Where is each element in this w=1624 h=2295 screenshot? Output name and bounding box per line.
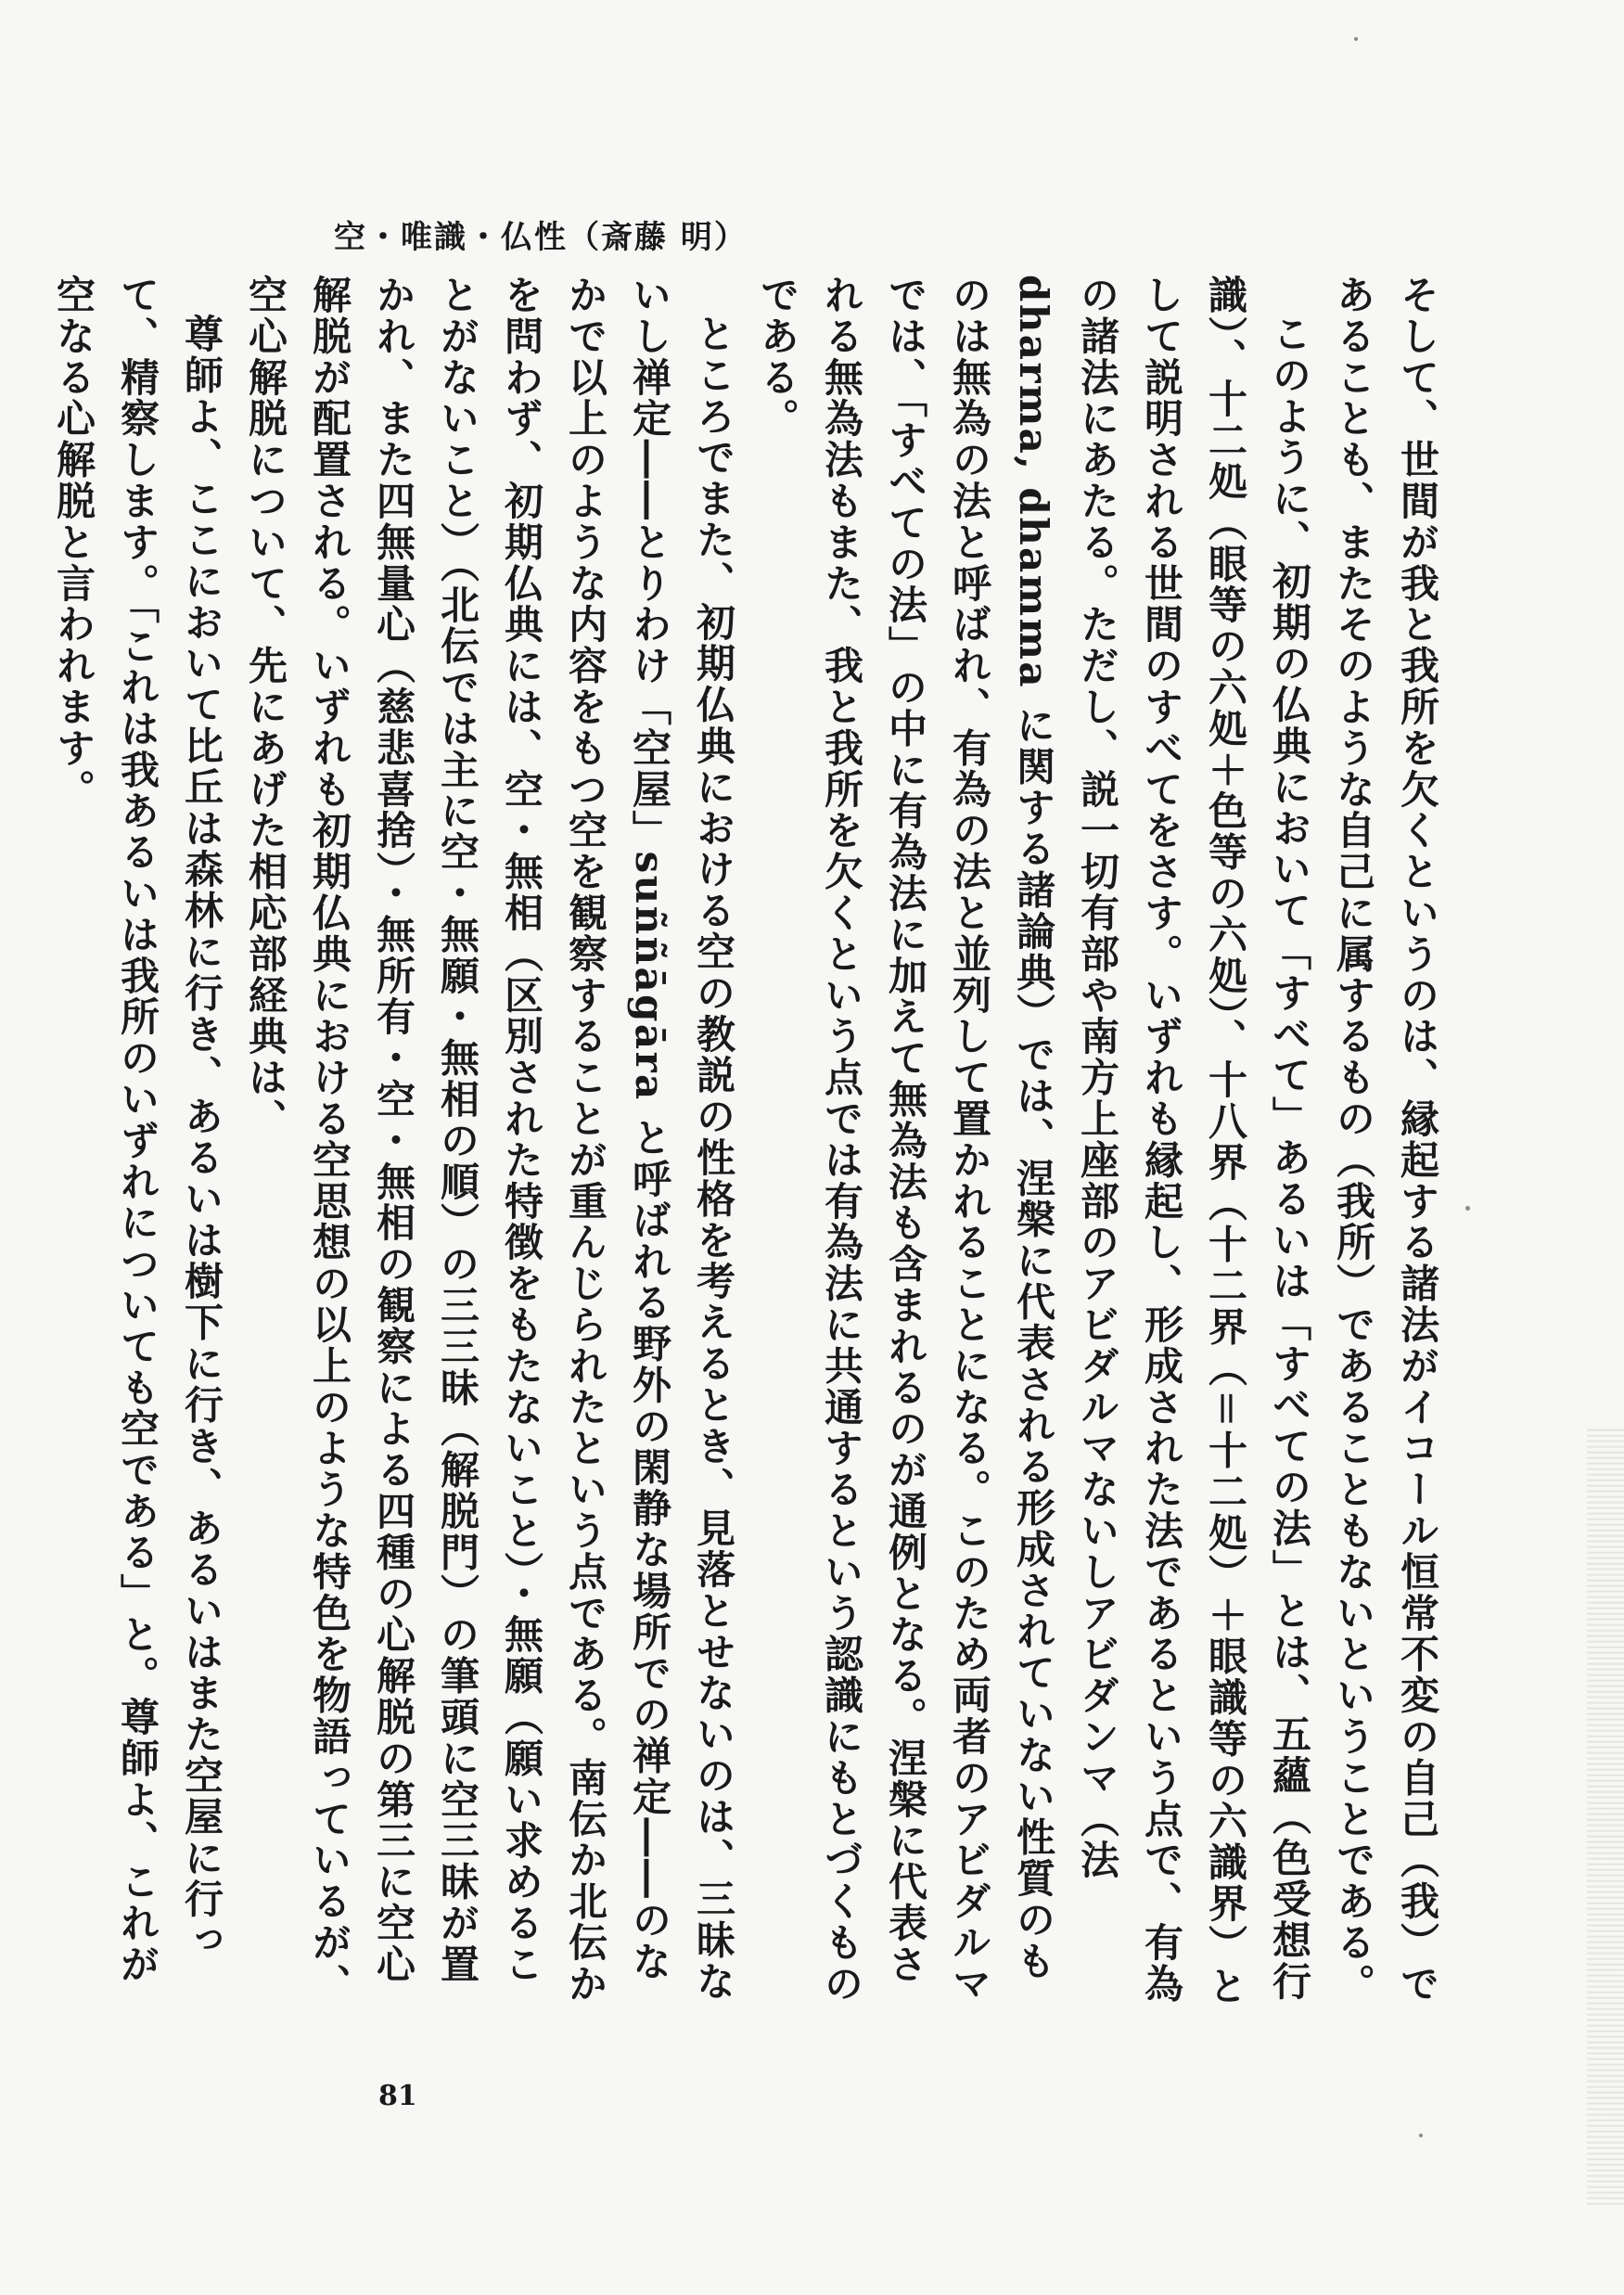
scan-speck [1354, 37, 1358, 41]
body-text [51, 275, 1450, 2009]
quoted-passage: 尊師よ、ここにおいて比丘は森林に行き、あるいは樹下に行き、あるいはまた空屋に行って、精察します。「これは我あるいは我所のいずれについても空である」と。尊師よ、これが空なる心解脱と言われます。 [51, 275, 224, 1985]
paragraph-3: ところでまた、初期仏典における空の教説の性格を考えるとき、見落とせないのは、三昧ないし禅定――とりわけ「空屋」suññāgāra と呼ばれる野外の閑静な場所での禅定――のなかで以上のような内容をもつ空を観察することが重んじられたという点である。南伝か北伝かを問わず、初期仏典には、空・無相（区別された特徴をもたないこと）・無願（願い求めることがないこと）（北伝では主に空・無願・無相の順）の三三昧（解脱門）の筆頭に空三昧が置かれ、また四無量心（慈悲喜捨）・無所有・空・無相の観察による四種の心解脱の第三に空心解脱が配置される。いずれも初期仏典における空思想の以上のような特色を物語っているが、空心解脱について、先にあげた相応部経典は、 [243, 275, 736, 2005]
page-number: 81 [378, 2080, 417, 2112]
scan-speck [1419, 2134, 1423, 2137]
paragraph-1: そして、世間が我と我所を欠くというのは、縁起する諸法がイコール恒常不変の自己（我）であることも、またそのような自己に属するもの（我所）であることもないということである。 [1331, 275, 1440, 2005]
scan-edge-noise [1587, 1429, 1624, 2208]
running-head: 空・唯識・仏性（斎藤 明） [334, 219, 748, 256]
scan-speck [1465, 1206, 1470, 1211]
paragraph-2: このように、初期の仏典において「すべて」あるいは「すべての法」とは、五蘊（色受想行識）、十二処（眼等の六処＋色等の六処）、十八界（十二界（＝十二処）＋眼識等の六識界）として説明される世間のすべてをさす。いずれも縁起し、形成された法であるという点で、有為の諸法にあたる。ただし、説一切有部や南方上座部のアビダルマないしアビダンマ（法 dharma, dhamma に関する諸論典）では、涅槃に代表される形成されていない性質のものは無為の法と呼ばれ、有為の法と並列して置かれることになる。このため両者のアビダルマでは、「すべての法」の中に有為法に加えて無為法も含まれるのが通例となる。涅槃に代表される無為法もまた、我と我所を欠くという点では有為法に共通するという認識にもとづくものである。 [755, 275, 1312, 2007]
